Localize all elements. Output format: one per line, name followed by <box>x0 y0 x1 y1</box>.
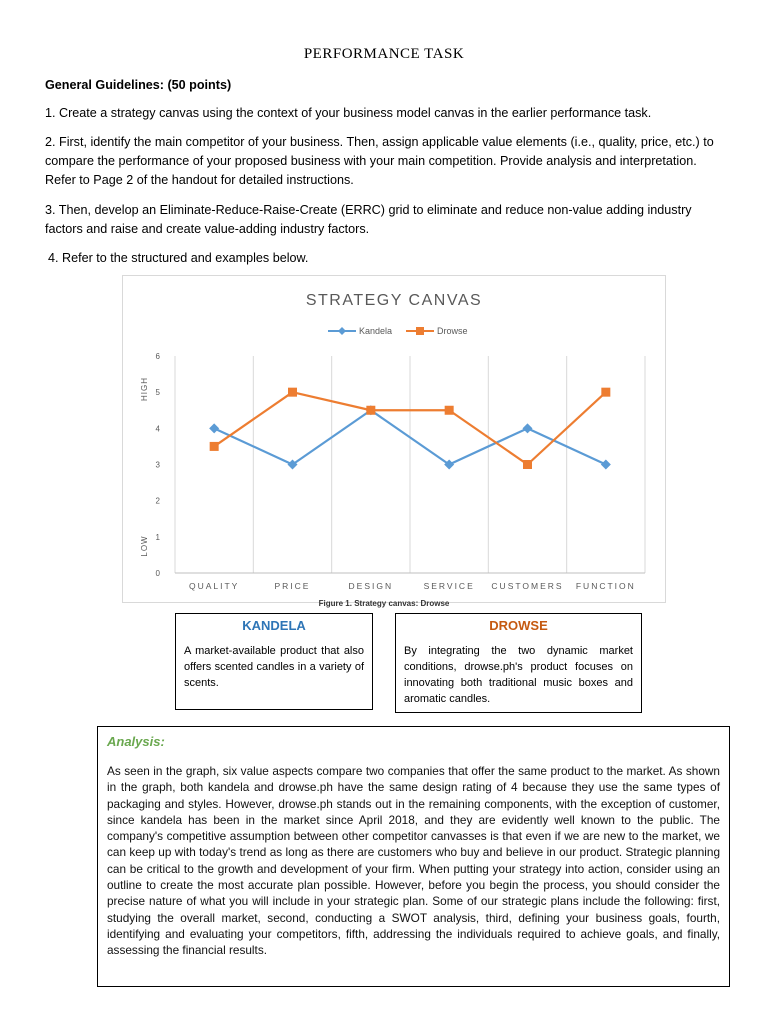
kandela-title: KANDELA <box>242 618 306 633</box>
instruction-item-3: 3. Then, develop an Eliminate-Reduce-Raise-Create (ERRC) grid to eliminate and reduce non-value adding industry factors and raise and create value-adding industry factors. <box>45 203 692 236</box>
x-tick-label: PRICE <box>274 581 311 591</box>
legend-marker <box>338 327 346 335</box>
data-point-drowse <box>445 406 454 415</box>
instruction-item-1: 1. Create a strategy canvas using the context of your business model canvas in the earlier performance task. <box>45 106 652 120</box>
x-tick-label: CUSTOMERS <box>491 581 564 591</box>
chart-legend <box>328 326 468 336</box>
analysis-text: As seen in the graph, six value aspects compare two companies that offer the same product to the market. As shown in the graph, both kandela and drowse.ph have the same design rating of 4 because they use the same types of packaging and styles. However, drowse.ph stands out in the remaining components, with the exception of customer, since kandela has been in the market since April 2018, and they are evidently well known to the public. The company's competitive assumption between other competitor canvasses is that even if we are new to the market, we can keep up with today's trend as long as there are customers who buy and believe in our product. Strategic planning can be critical to the growth and development of your firm. When putting your strategy into action, consider using an outline to create the most accurate plan possible. However, before you begin the process, you should consider the precise nature of what you will include in your strategic plan. Some of our strategic plans include the following: first, studying the overall market, second, conducting a SWOT analysis, third, defining your business goals, fourth, identifying and evaluating your competitors, fifth, addressing the individuals required to achieve goals, and finally, assessing the financial results. <box>107 764 720 958</box>
kandela-box <box>175 613 373 710</box>
x-tick-label: DESIGN <box>348 581 394 591</box>
drowse-description: By integrating the two dynamic market conditions, drowse.ph's product focuses on innovating both traditional music boxes and aromatic candles. <box>404 645 633 705</box>
drowse-box <box>395 613 642 713</box>
analysis-label: Analysis: <box>107 734 165 749</box>
drowse-title: DROWSE <box>489 618 548 633</box>
data-point-kandela <box>523 423 533 433</box>
strategy-canvas-chart <box>122 275 666 603</box>
chart-svg <box>123 276 665 602</box>
figure-caption: Figure 1. Strategy canvas: Drowse <box>318 599 450 608</box>
y-tick-label: 2 <box>155 496 160 506</box>
y-axis-ticks <box>156 352 161 578</box>
data-point-drowse <box>288 388 297 397</box>
kandela-description: A market-available product that also offers scented candles in a variety of scents. <box>184 645 364 689</box>
data-point-drowse <box>210 442 219 451</box>
data-point-kandela <box>209 423 219 433</box>
x-tick-label: SERVICE <box>423 581 475 591</box>
x-tick-label: FUNCTION <box>575 581 636 591</box>
y-label-high: HIGH <box>140 377 149 401</box>
legend-label: Kandela <box>359 326 393 336</box>
y-tick-label: 6 <box>155 352 160 361</box>
analysis-box <box>97 726 730 987</box>
y-tick-label: 3 <box>155 460 160 470</box>
y-tick-label: 1 <box>155 532 160 542</box>
instruction-item-2: 2. First, identify the main competitor of your business. Then, assign applicable value elements (i.e., quality, price, etc.) to compare the performance of your proposed business with your main competition. Provide analysis and interpretation. Refer to Page 2 of the handout for detailed instructions. <box>45 135 714 187</box>
y-tick-label: 5 <box>155 388 160 398</box>
y-label-low: LOW <box>140 535 149 557</box>
legend-marker <box>416 327 424 335</box>
y-tick-label: 4 <box>155 424 160 434</box>
page-title: PERFORMANCE TASK <box>303 46 465 62</box>
data-point-drowse <box>601 388 610 397</box>
instruction-item-4: 4. Refer to the structured and examples below. <box>48 251 309 265</box>
y-tick-label: 0 <box>155 569 160 578</box>
data-point-kandela <box>601 460 611 470</box>
x-tick-label: QUALITY <box>188 581 240 591</box>
chart-title: STRATEGY CANVAS <box>305 292 483 309</box>
x-axis-ticks <box>189 581 636 591</box>
data-point-drowse <box>366 406 375 415</box>
guidelines-label: General Guidelines: (50 points) <box>45 78 232 92</box>
legend-label: Drowse <box>437 326 468 336</box>
chart-grid <box>175 356 645 573</box>
data-point-drowse <box>523 460 532 469</box>
